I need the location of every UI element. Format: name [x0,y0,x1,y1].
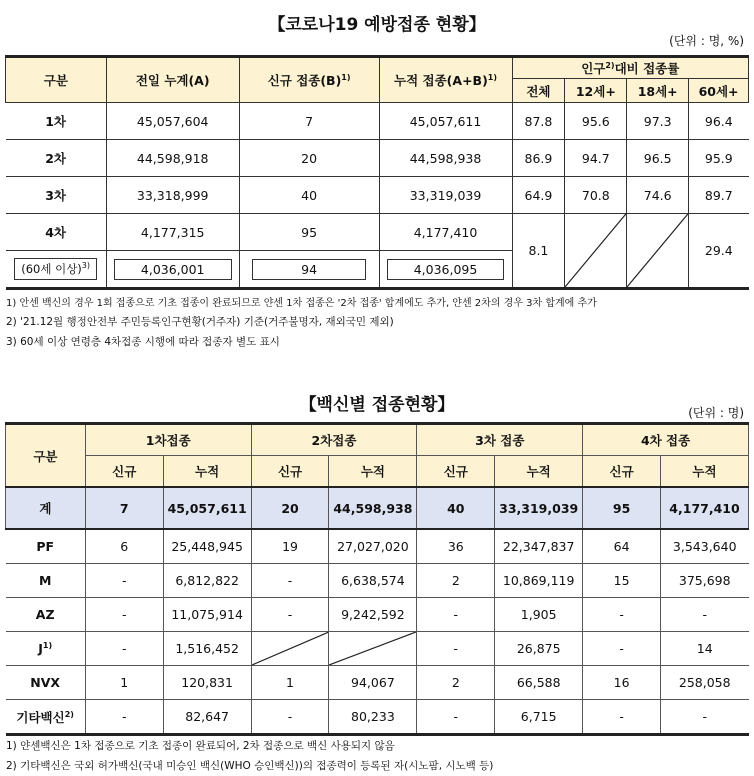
vaccination-status-table [5,55,749,290]
header-dose4: 4차 접종 [583,424,749,456]
table-row-total: 계 7 45,057,611 20 44,598,938 40 33,319,039 95 4,177,410 [6,487,749,529]
empty-cell-slash [251,632,329,666]
footnote: 1) 얀센백신은 1차 접종으로 기초 접종이 완료되어, 2차 접종으로 백신 사용되지 않음 [6,740,395,752]
table-row: 3차 33,318,999 40 33,319,039 64.9 70.8 74.6 89.7 [6,177,749,214]
vaccine-status-table: 구분 1차접종 2차접종 3차 접종 4차 접종 신규 누적 신규 누적 신규 누적 신규 누적 계 7 45,057,611 20 44,598,938 40 33,319,039 95 4,177,410 PF 6 25,448,945 19 27,027,020 36 22,347,837 64 3,543,640 M - 6,812,822 - 6,638,574 2 10,869,119 15 375,698 AZ - 11,075,914 - 9,242,592 - 1,905 - - $J^{1)}$ - 1,516,452 - 26,875 - 14 NVX 1 120,831 1 94,067 2 66,588 16 258,058 기타백신$^{2)}$ - 82,647 - 80,233 - 6,715 - - [5,422,749,736]
table-row-60plus: (60세 이상)$^{3)}$ 4,036,001 94 4,036,095 [6,251,749,289]
empty-cell-slash [329,632,417,666]
table-row: AZ - 11,075,914 - 9,242,592 - 1,905 - - [6,598,749,632]
header-prev-total: 전일 누계(A) [106,57,239,103]
table-row: 1차 45,057,604 7 45,057,611 87.8 95.6 97.3 96.4 [6,103,749,140]
header-dose1: 1차접종 [85,424,251,456]
table-row: $J^{1)}$ - 1,516,452 - 26,875 - 14 [6,632,749,666]
header-rate-60: 60세+ [689,79,749,103]
unit-label: (단위 : 명, %) [669,34,744,48]
footnote: 1) 안센 백신의 경우 1회 접종으로 기초 접종이 완료되므로 얀센 1차 접종은 '2차 접종' 합계에도 추가, 얀센 2차의 경우 3차 합계에 추가 [6,298,597,309]
header-rate-12: 12세+ [565,79,627,103]
sub-label-60plus: (60세 이상)$^{3)}$ [14,258,97,280]
header-dose2: 2차접종 [251,424,417,456]
header-rate-18: 18세+ [627,79,689,103]
table-row: NVX 1 120,831 1 94,067 2 66,588 16 258,058 [6,666,749,700]
table-row: 2차 44,598,918 20 44,598,938 86.9 94.7 96.5 95.9 [6,140,749,177]
table-row: 기타백신$^{2)}$ - 82,647 - 80,233 - 6,715 - - [6,700,749,735]
empty-cell-slash [627,214,689,289]
header-dose3: 3차 접종 [417,424,583,456]
header-rate: 인구$^{2)}$대비 접종률 [512,57,749,79]
vaccine-status-title: 【백신별 접종현황】 [299,395,455,415]
footnote: 3) 60세 이상 연령층 4차접종 시행에 따라 접종자 별도 표시 [6,336,280,348]
header-new: 신규 접종$(B)^{1)}$ [239,57,379,103]
empty-cell-slash [565,214,627,289]
table-row-dose4: 4차 4,177,315 95 4,177,410 8.1 29.4 [6,214,749,251]
header-category: 구분 [6,57,107,103]
table-row: M - 6,812,822 - 6,638,574 2 10,869,119 15 375,698 [6,564,749,598]
header-category: 구분 [6,424,86,488]
footnote: 2) 기타백신은 국외 허가백신(국내 미승인 백신(WHO 승인백신))의 접종력이 등록된 자(시노팜, 시노백 등) [6,760,494,772]
unit-label: (단위 : 명) [688,406,744,420]
header-rate-all: 전체 [512,79,565,103]
header-cumulative: 누적 접종$(A+B)^{1)}$ [379,57,512,103]
footnote: 2) '21.12월 행정안전부 주민등록인구현황(거주자) 기준(거주불명자, 재외국민 제외) [6,316,394,328]
table-row: PF 6 25,448,945 19 27,027,020 36 22,347,837 64 3,543,640 [6,529,749,564]
vaccination-status-title: 【코로나19 예방접종 현황】 [268,15,486,35]
